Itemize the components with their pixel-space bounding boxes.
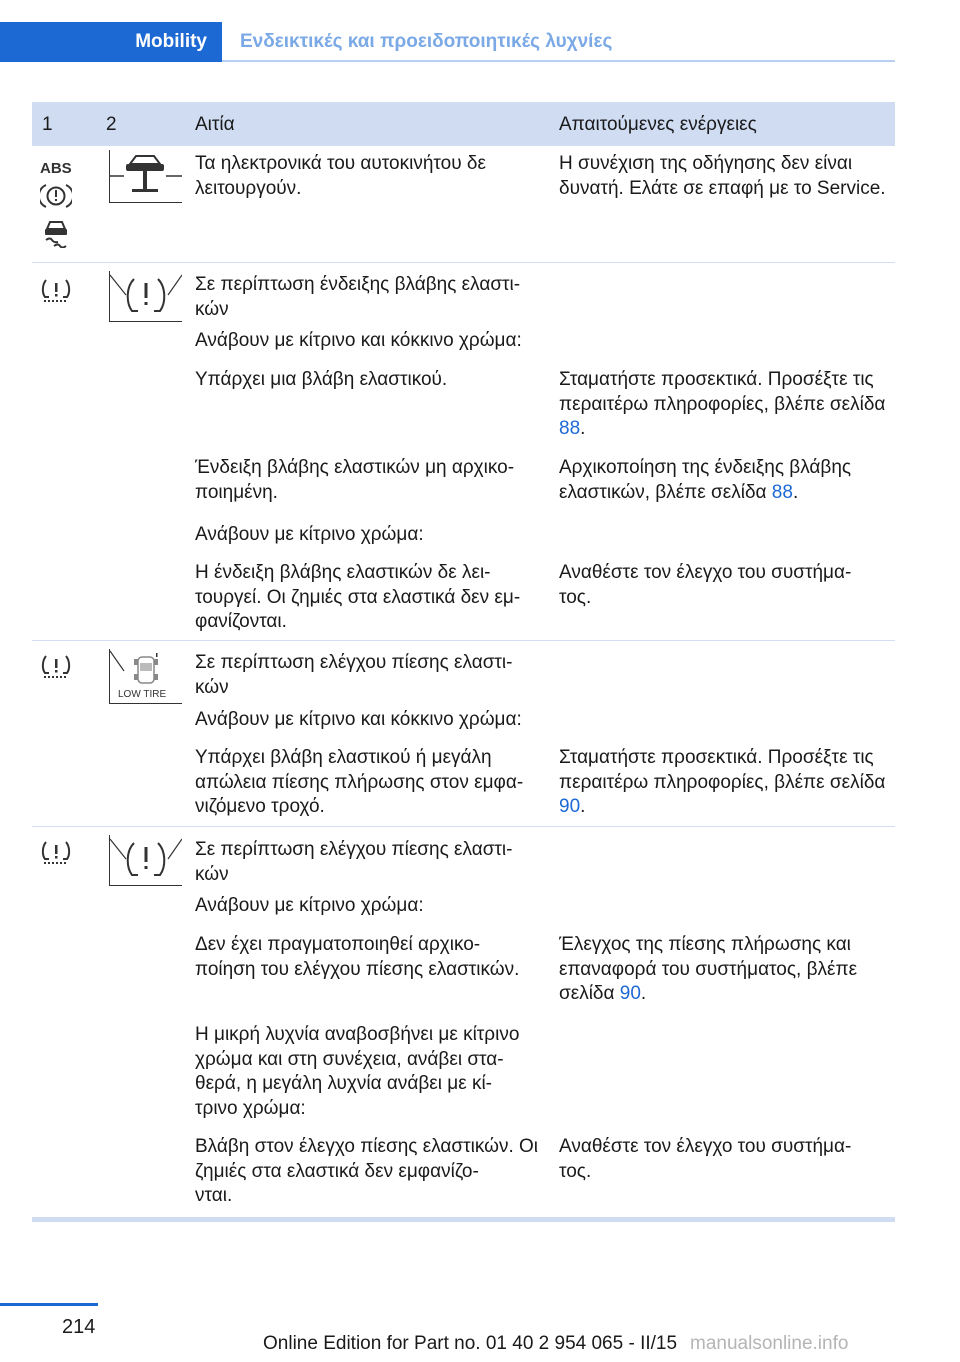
cause-text: Η ένδειξη βλάβης ελαστικών δε λει‐ τουργεί. Οι ζημιές στα ελαστικά δεν εμ‐ φανίζονται. — [195, 562, 521, 632]
action-text: Αναθέστε τον έλεγχο του συστήμα‐ τος. — [559, 562, 852, 608]
page-number-rule — [0, 1303, 98, 1306]
column-header-cause: Αιτία — [195, 114, 235, 135]
svg-text:ABS: ABS — [40, 160, 72, 176]
tire-warning-symbol-icon — [109, 835, 182, 886]
page-link[interactable]: 90 — [619, 983, 641, 1004]
page-header — [0, 22, 895, 62]
cause-text: Τα ηλεκτρονικά του αυτοκινήτου δε λειτουργούν. — [195, 153, 486, 199]
action-text: Αναθέστε τον έλεγχο του συστήμα‐ τος. — [559, 1136, 852, 1182]
cause-text: Ένδειξη βλάβης ελαστικών μη αρχικο‐ ποιημένη. — [195, 457, 515, 503]
table-row — [32, 146, 895, 262]
action-text: Αρχικοποίηση της ένδειξης βλάβης ελαστικών, βλέπε σελίδα 88. — [559, 457, 852, 503]
cause-text: Ανάβουν με κίτρινο χρώμα: — [195, 895, 424, 916]
action-text: Σταματήστε προσεκτικά. Προσέξτε τις περαιτέρω πληροφορίες, βλέπε σελίδα 88. — [559, 369, 886, 439]
table-header-row — [32, 102, 895, 146]
cause-text: Σε περίπτωση ένδειξης βλάβης ελαστι‐ κών — [195, 274, 521, 320]
table-bottom-rule — [32, 1217, 895, 1222]
chapter-title: Ενδεικτικές και προειδοποιητικές λυχνίες — [240, 31, 613, 52]
column-header-action: Απαιτούμενες ενέργειες — [559, 114, 757, 135]
cause-text: Βλάβη στον έλεγχο πίεσης ελαστικών. Οι ζημιές στα ελαστικά δεν εμφανίζο‐ νται. — [195, 1136, 539, 1206]
tire-pressure-warning-icon — [40, 653, 72, 686]
page-number: 214 — [62, 1316, 96, 1338]
cause-text: Υπάρχει βλάβη ελαστικού ή μεγάλη απώλεια πίεσης πλήρωσης στον εμφα‐ νιζόμενο τροχό. — [195, 747, 524, 817]
low-tire-display-icon — [109, 649, 182, 704]
cause-text: Σε περίπτωση ελέγχου πίεσης ελαστι‐ κών — [195, 839, 513, 885]
table-row — [32, 827, 895, 1217]
column-header-2: 2 — [106, 114, 117, 135]
watermark: manualsonline.info — [690, 1333, 849, 1354]
table-row — [32, 263, 895, 640]
column-header-1: 1 — [42, 114, 53, 135]
low-tire-label: LOW TIRE — [118, 689, 167, 700]
cause-text: Υπάρχει μια βλάβη ελαστικού. — [195, 369, 448, 390]
cause-text: Ανάβουν με κίτρινο και κόκκινο χρώμα: — [195, 330, 522, 351]
page-link[interactable]: 88 — [559, 418, 581, 439]
cause-text: Σε περίπτωση ελέγχου πίεσης ελαστι‐ κών — [195, 652, 513, 698]
car-on-lift-icon — [109, 150, 182, 203]
section-tab: Mobility — [0, 22, 222, 62]
tire-warning-symbol-icon — [109, 271, 182, 322]
tire-pressure-warning-icon — [40, 839, 72, 872]
cause-text: Η μικρή λυχνία αναβοσβήνει με κίτρινο χρώμα και στη συνέχεια, ανάβει στα‐ θερά, η μεγάλη λυχνία ανάβει με κί‐ τρινο χρώμα: — [195, 1024, 520, 1119]
table-row — [32, 641, 895, 826]
abs-icon — [40, 158, 72, 181]
action-text: Έλεγχος της πίεσης πλήρωσης και επαναφορά του συστήματος, βλέπε σελίδα 90. — [559, 934, 858, 1004]
cause-text: Ανάβουν με κίτρινο χρώμα: — [195, 524, 424, 545]
edition-text: Online Edition for Part no. 01 40 2 954 065 - II/15 — [263, 1333, 678, 1354]
cause-text: Ανάβουν με κίτρινο και κόκκινο χρώμα: — [195, 709, 522, 730]
action-text: Σταματήστε προσεκτικά. Προσέξτε τις περαιτέρω πληροφορίες, βλέπε σελίδα 90. — [559, 747, 886, 817]
tire-pressure-warning-icon — [40, 277, 72, 310]
header-rule — [222, 60, 895, 62]
page-link[interactable]: 88 — [771, 481, 793, 503]
skid-car-icon — [40, 218, 72, 253]
page-link[interactable]: 90 — [559, 796, 581, 817]
action-text: Η συνέχιση της οδήγησης δεν είναι δυνατή. Ελάτε σε επαφή με το Service. — [559, 153, 886, 199]
brake-warning-icon — [40, 182, 72, 215]
cause-text: Δεν έχει πραγματοποιηθεί αρχικο‐ ποίηση του ελέγχου πίεσης ελαστικών. — [195, 934, 520, 980]
